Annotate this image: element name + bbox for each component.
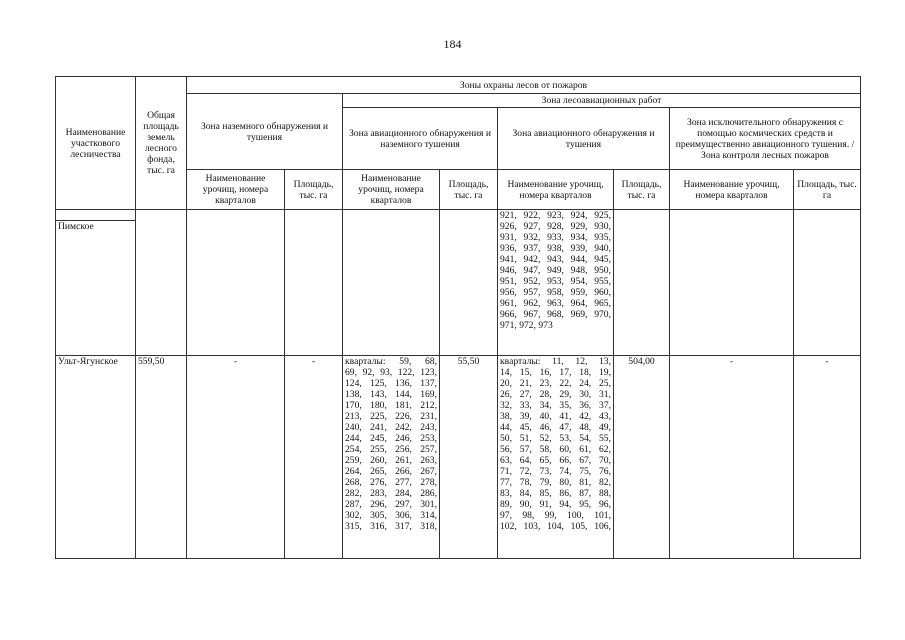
table-cell bbox=[440, 210, 498, 356]
table-row-space-quarters: - bbox=[670, 356, 794, 559]
header-total-area: Общая площадь земель лесного фонда, тыс. га bbox=[136, 77, 187, 210]
quarters-line: 38, 39, 40, 41, 42, 43, bbox=[500, 411, 611, 422]
table-row-ground-quarters: - bbox=[187, 356, 285, 559]
quarters-line: 264, 265, 266, 267, bbox=[345, 466, 437, 477]
table-cell bbox=[285, 210, 343, 356]
quarters-line: 926, 927, 928, 929, 930, bbox=[500, 221, 611, 232]
quarters-line: 14, 15, 16, 17, 18, 19, bbox=[500, 367, 611, 378]
quarters-line: 26, 27, 28, 29, 30, 31, bbox=[500, 389, 611, 400]
quarters-line: 946, 947, 949, 948, 950, bbox=[500, 265, 611, 276]
quarters-line: 971, 972, 973 bbox=[500, 320, 553, 331]
quarters-line: 89, 90, 91, 94, 95, 96, bbox=[500, 499, 611, 510]
quarters-line: 240, 241, 242, 243, bbox=[345, 422, 437, 433]
page-number: 184 bbox=[443, 37, 462, 51]
quarters-line: 966, 967, 968, 969, 970, bbox=[500, 309, 611, 320]
quarters-line: 244, 245, 246, 253, bbox=[345, 433, 437, 444]
table-row-total-area: 559,50 bbox=[136, 356, 187, 559]
table-row-air-ground-quarters bbox=[343, 356, 440, 559]
header-forestry-name: Наименование участкового лесничества bbox=[56, 77, 136, 210]
table-row-space-area: - bbox=[794, 356, 861, 559]
quarters-line: 287, 296, 297, 301, bbox=[345, 499, 437, 510]
quarters-line: 941, 942, 943, 944, 945, bbox=[500, 254, 611, 265]
header-sub-area: Площадь, тыс. га bbox=[614, 170, 670, 210]
quarters-line: 259, 260, 261, 263, bbox=[345, 455, 437, 466]
table-row-air-ground-area: 55,50 bbox=[440, 356, 498, 559]
table-row-air-quarters bbox=[498, 356, 614, 559]
table-cell bbox=[670, 210, 794, 356]
quarters-line: 83, 84, 85, 86, 87, 88, bbox=[500, 488, 611, 499]
quarters-line: 97, 98, 99, 100, 101, bbox=[500, 510, 611, 521]
header-sub-name: Наименование урочищ, номера кварталов bbox=[670, 170, 794, 210]
quarters-line: 50, 51, 52, 53, 54, 55, bbox=[500, 433, 611, 444]
header-zone-air-ground: Зона авиационного обнаружения и наземного тушения bbox=[343, 108, 498, 170]
quarters-line: 268, 276, 277, 278, bbox=[345, 477, 437, 488]
quarters-line: кварталы: 11, 12, 13, bbox=[500, 356, 611, 367]
table-cell bbox=[794, 210, 861, 356]
quarters-line: 138, 143, 144, 169, bbox=[345, 389, 437, 400]
quarters-line: 63, 64, 65, 66, 67, 70, bbox=[500, 455, 611, 466]
table-row-pimskoe-air-quarters bbox=[498, 210, 614, 356]
header-sub-name: Наименование урочищ, номера кварталов bbox=[343, 170, 440, 210]
table-row-pimskoe-name: Пимское bbox=[56, 221, 136, 356]
table-row-air-area: 504,00 bbox=[614, 356, 670, 559]
quarters-line: 213, 225, 226, 231, bbox=[345, 411, 437, 422]
fire-protection-zones-table bbox=[55, 76, 861, 559]
quarters-line: 32, 33, 34, 35, 36, 37, bbox=[500, 400, 611, 411]
quarters-line: 20, 21, 23, 22, 24, 25, bbox=[500, 378, 611, 389]
table-cell bbox=[343, 210, 440, 356]
quarters-line: 956, 957, 958, 959, 960, bbox=[500, 287, 611, 298]
quarters-line: 102, 103, 104, 105, 106, bbox=[500, 521, 611, 532]
quarters-line: 302, 305, 306, 314, bbox=[345, 510, 437, 521]
quarters-line: 315, 316, 317, 318, bbox=[345, 521, 437, 532]
header-sub-area: Площадь, тыс. га bbox=[794, 170, 861, 210]
quarters-line: 77, 78, 79, 80, 81, 82, bbox=[500, 477, 611, 488]
header-zone-space: Зона исключительного обнаружения с помощью космических средств и преимущественно авиационного тушения. / Зона контроля лесных пожаров bbox=[670, 108, 861, 170]
header-sub-name: Наименование урочищ, номера кварталов bbox=[498, 170, 614, 210]
table-cell bbox=[614, 210, 670, 356]
table-row-ground-area: - bbox=[285, 356, 343, 559]
header-sub-area: Площадь, тыс. га bbox=[440, 170, 498, 210]
table-cell bbox=[136, 210, 187, 356]
header-zone-ground: Зона наземного обнаружения и тушения bbox=[187, 94, 343, 170]
header-sub-name: Наименование урочищ, номера кварталов bbox=[187, 170, 285, 210]
table-cell bbox=[187, 210, 285, 356]
header-sub-area: Площадь, тыс. га bbox=[285, 170, 343, 210]
quarters-line: 951, 952, 953, 954, 955, bbox=[500, 276, 611, 287]
header-zones-title: Зоны охраны лесов от пожаров bbox=[187, 77, 861, 94]
header-zone-air: Зона авиационного обнаружения и тушения bbox=[498, 108, 670, 170]
quarters-line: 124, 125, 136, 137, bbox=[345, 378, 437, 389]
quarters-line: 170, 180, 181, 212, bbox=[345, 400, 437, 411]
quarters-line: 56, 57, 58, 60, 61, 62, bbox=[500, 444, 611, 455]
table-cell bbox=[56, 210, 136, 221]
quarters-line: 931, 932, 933, 934, 935, bbox=[500, 232, 611, 243]
quarters-line: 254, 255, 256, 257, bbox=[345, 444, 437, 455]
quarters-line: 921, 922, 923, 924, 925, bbox=[500, 210, 611, 221]
header-aviation-group: Зона лесоавиационных работ bbox=[343, 94, 861, 108]
quarters-line: 936, 937, 938, 939, 940, bbox=[500, 243, 611, 254]
table-row-ult-yagunskoe-name: Ульт-Ягунское bbox=[56, 356, 136, 559]
quarters-line: 71, 72, 73, 74, 75, 76, bbox=[500, 466, 611, 477]
quarters-line: 961, 962, 963, 964, 965, bbox=[500, 298, 611, 309]
quarters-line: 282, 283, 284, 286, bbox=[345, 488, 437, 499]
quarters-line: кварталы: 59, 68, bbox=[345, 356, 437, 367]
quarters-line: 69, 92, 93, 122, 123, bbox=[345, 367, 437, 378]
quarters-line: 44, 45, 46, 47, 48, 49, bbox=[500, 422, 611, 433]
